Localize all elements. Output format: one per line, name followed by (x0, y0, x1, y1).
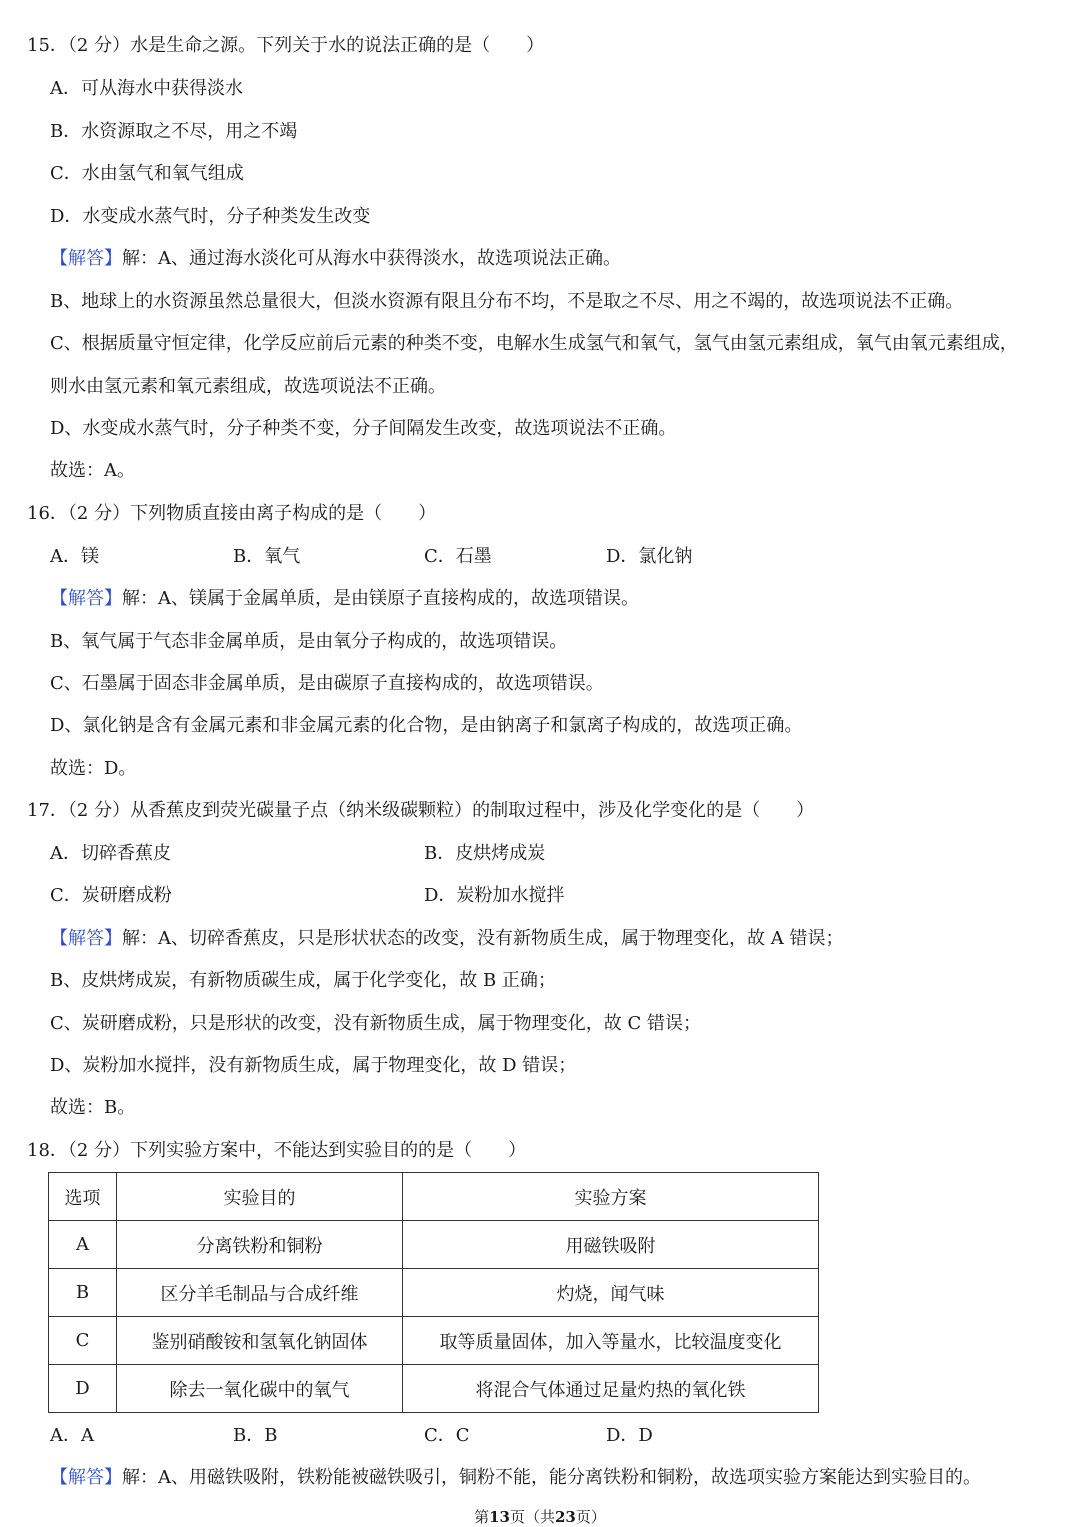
q18-option-c: C．C (424, 1425, 470, 1446)
q17-answer-line-4: D、炭粉加水搅拌，没有新物质生成，属于物理变化，故 D 错误； (50, 1055, 577, 1076)
footer-suffix: 页） (575, 1508, 606, 1526)
q17-answer-tag: 【解答】 (50, 928, 122, 949)
table-cell: 用磁铁吸附 (403, 1221, 819, 1269)
q18-answer-line-1 (50, 1466, 981, 1490)
table-row (49, 1317, 819, 1365)
footer-page-number: 13 (489, 1508, 510, 1526)
footer-prefix: 第 (474, 1508, 490, 1526)
q16-option-d: D．氯化钠 (606, 546, 693, 567)
table-cell: 除去一氧化碳中的氧气 (117, 1365, 403, 1413)
table-cell: 鉴别硝酸铵和氢氧化钠固体 (117, 1317, 403, 1365)
table-header-cell: 选项 (49, 1173, 117, 1221)
table-cell: 灼烧，闻气味 (403, 1269, 819, 1317)
table-cell: 将混合气体通过足量灼热的氧化铁 (403, 1365, 819, 1413)
q16-answer-line-3: C、石墨属于固态非金属单质，是由碳原子直接构成的，故选项错误。 (50, 673, 604, 694)
q15-option-a: A．可从海水中获得淡水 (50, 78, 243, 99)
q17-option-a: A．切碎香蕉皮 (50, 843, 171, 864)
q16-option-c: C．石墨 (424, 546, 492, 567)
q18-option-b: B．B (233, 1425, 278, 1446)
q17-answer-line-1 (50, 927, 843, 951)
table-row (49, 1365, 819, 1413)
q16-option-b: B．氧气 (233, 546, 301, 567)
q17-option-d: D．炭粉加水搅拌 (424, 885, 565, 906)
table-cell: 区分羊毛制品与合成纤维 (117, 1269, 403, 1317)
q17-answer-line-2: B、皮烘烤成炭，有新物质碳生成，属于化学变化，故 B 正确； (50, 970, 556, 991)
q15-answer-line-5: D、水变成水蒸气时，分子种类不变，分子间隔发生改变，故选项说法不正确。 (50, 418, 677, 439)
q17-option-b: B．皮烘烤成炭 (424, 843, 546, 864)
table-cell: 分离铁粉和铜粉 (117, 1221, 403, 1269)
q15-answer-text-1: 解：A、通过海水淡化可从海水中获得淡水，故选项说法正确。 (122, 248, 621, 269)
table-cell: D (49, 1365, 117, 1413)
page-footer (0, 1506, 1080, 1527)
q15-answer-line-3: C、根据质量守恒定律，化学反应前后元素的种类不变，电解水生成氢气和氧气，氢气由氢元素组成，氧气由氧元素组成， (50, 333, 1018, 354)
q15-option-c: C．水由氢气和氧气组成 (50, 163, 244, 184)
q15-answer-line-1 (50, 247, 621, 271)
table-cell: A (49, 1221, 117, 1269)
q17-option-c: C．炭研磨成粉 (50, 885, 172, 906)
q15-option-d: D．水变成水蒸气时，分子种类发生改变 (50, 206, 371, 227)
q16-answer-line-4: D、氯化钠是含有金属元素和非金属元素的化合物，是由钠离子和氯离子构成的，故选项正确。 (50, 715, 803, 736)
table-header-cell: 实验方案 (403, 1173, 819, 1221)
q17-answer-text-1: 解：A、切碎香蕉皮，只是形状状态的改变，没有新物质生成，属于物理变化，故 A 错误； (122, 928, 844, 949)
q15-answer-line-6: 故选：A。 (50, 460, 135, 481)
q17-answer-line-5: 故选：B。 (50, 1097, 136, 1118)
table-header-row (49, 1173, 819, 1221)
q15-answer-line-4: 则水由氢元素和氧元素组成，故选项说法不正确。 (50, 376, 446, 397)
table-cell: C (49, 1317, 117, 1365)
experiment-table (48, 1172, 819, 1413)
q16-answer-line-2: B、氧气属于气态非金属单质，是由氧分子构成的，故选项错误。 (50, 631, 568, 652)
q18-answer-text-1: 解：A、用磁铁吸附，铁粉能被磁铁吸引，铜粉不能，能分离铁粉和铜粉，故选项实验方案能达到实验目的。 (122, 1467, 981, 1488)
footer-mid: 页（共 (509, 1508, 555, 1526)
q15-stem: 15．（2 分）水是生命之源。下列关于水的说法正确的是（ ） (27, 35, 545, 56)
q16-answer-text-1: 解：A、镁属于金属单质，是由镁原子直接构成的，故选项错误。 (122, 588, 639, 609)
table-cell: 取等质量固体，加入等量水，比较温度变化 (403, 1317, 819, 1365)
q15-option-b: B．水资源取之不尽，用之不竭 (50, 121, 298, 142)
q18-answer-tag: 【解答】 (50, 1467, 122, 1488)
q15-answer-line-2: B、地球上的水资源虽然总量很大，但淡水资源有限且分布不均，不是取之不尽、用之不竭的，故选项说法不正确。 (50, 291, 964, 312)
q16-answer-tag: 【解答】 (50, 588, 122, 609)
footer-total-pages: 23 (555, 1508, 576, 1526)
q18-option-d: D．D (606, 1425, 653, 1446)
q16-answer-line-5: 故选：D。 (50, 758, 137, 779)
q18-option-a: A．A (50, 1425, 94, 1446)
table-row (49, 1221, 819, 1269)
q17-answer-line-3: C、炭研磨成粉，只是形状的改变，没有新物质生成，属于物理变化，故 C 错误； (50, 1013, 701, 1034)
table-header-cell: 实验目的 (117, 1173, 403, 1221)
q15-answer-tag: 【解答】 (50, 248, 122, 269)
q16-stem: 16．（2 分）下列物质直接由离子构成的是（ ） (27, 503, 437, 524)
table-row (49, 1269, 819, 1317)
q16-answer-line-1 (50, 587, 639, 611)
q18-stem: 18．（2 分）下列实验方案中，不能达到实验目的的是（ ） (27, 1140, 527, 1161)
q17-stem: 17．（2 分）从香蕉皮到荧光碳量子点（纳米级碳颗粒）的制取过程中，涉及化学变化的是（ ） (27, 800, 815, 821)
table-cell: B (49, 1269, 117, 1317)
q16-option-a: A．镁 (50, 546, 99, 567)
